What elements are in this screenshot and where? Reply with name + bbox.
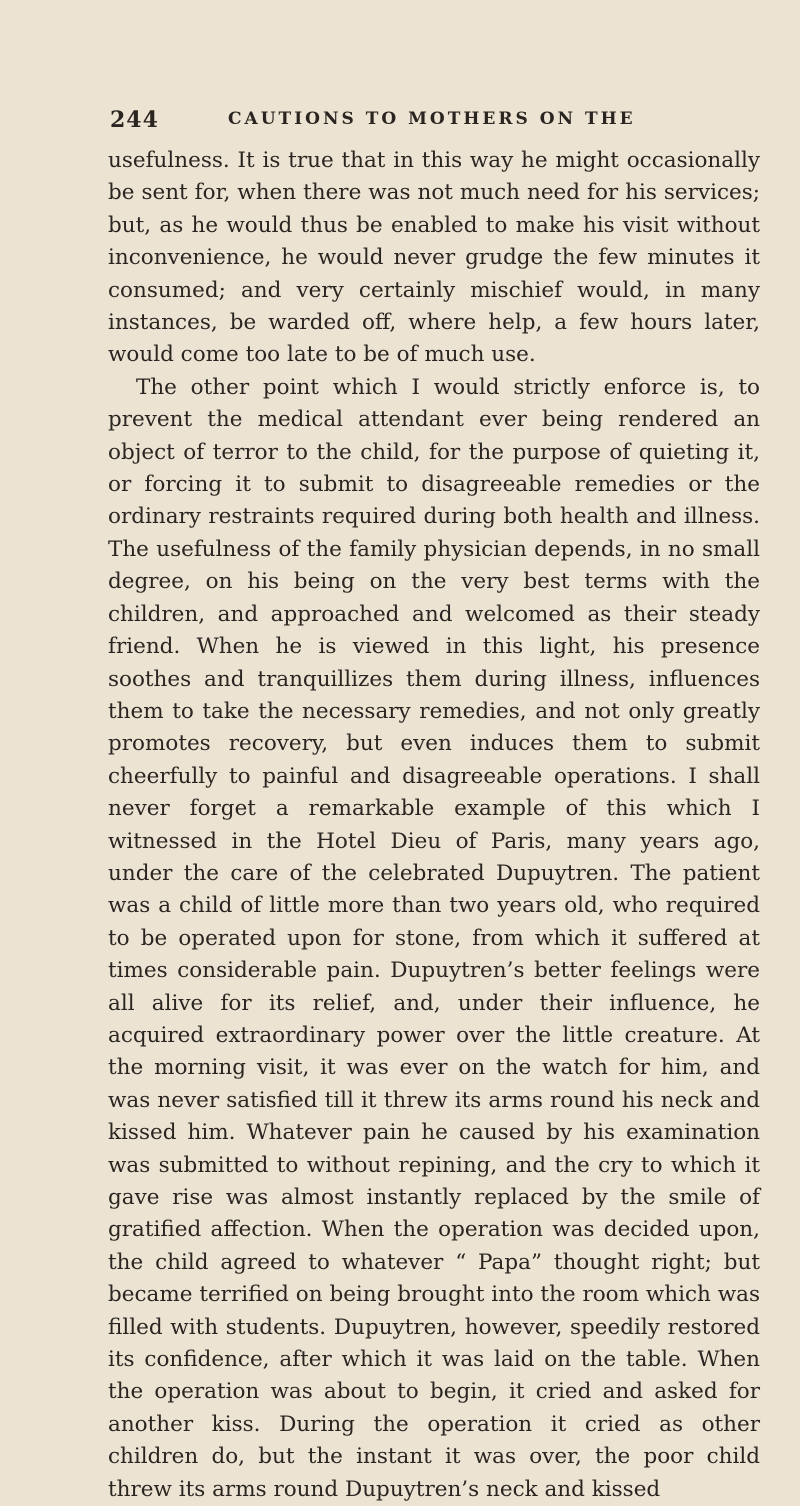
running-head: CAUTIONS TO MOTHERS ON THE xyxy=(228,109,636,129)
paragraph-main: The other point which I would strictly enforce is, to prevent the medical attendant ever being rendered an object of terror to the child, for the purpose of quieting it, or forcing it to submit to disagreeable remedies or the ordinary restraints required during both health and illness. The usefulness of the family physician depends, in no small degree, on his being on the very best terms with the children, and approached and welcomed as their steady friend. When he is viewed in this light, his presence soothes and tranquillizes them during illness, influences them to take the necessary remedies, and not only greatly promotes recovery, but even induces them to submit cheerfully to painful and disagreeable operations. I shall never forget a remarkable example of this which I witnessed in the Hotel Dieu of Paris, many years ago, under the care of the celebrated Dupuytren. The patient was a child of little more than two years old, who required to be operated upon for stone, from which it suffered at times considerable pain. Dupuytren’s better feelings were all alive for its relief, and, under their influence, he acquired extraordinary power over the little creature. At the morning visit, it was ever on the watch for him, and was never satisfied till it threw its arms round his neck and kissed him. Whatever pain he caused by his examination was submitted to without repining, and the cry to which it gave rise was almost instantly replaced by the smile of gratified affection. When the operation was decided upon, the child agreed to whatever “ Papa” thought right; but became terrified on being brought into the room which was filled with students. Dupuytren, however, speedily restored its confidence, after which it was laid on the table. When the operation was about to begin, it cried and asked for another kiss. During the operation it cried as other children do, but the instant it was over, the poor child threw its arms round Dupuytren’s neck and kissed xyxy=(108,374,760,1502)
page-number: 244 xyxy=(110,107,159,133)
paragraph-continued: usefulness. It is true that in this way he might occasionally be sent for, when there was not much need for his services; but, as he would thus be enabled to make his visit without inconvenience, he would never grudge the few minutes it consumed; and very certainly mischief would, in many instances, be warded off, where help, a few hours later, would come too late to be of much use. xyxy=(108,148,760,368)
page-header xyxy=(110,107,730,137)
body-text xyxy=(108,145,760,1506)
